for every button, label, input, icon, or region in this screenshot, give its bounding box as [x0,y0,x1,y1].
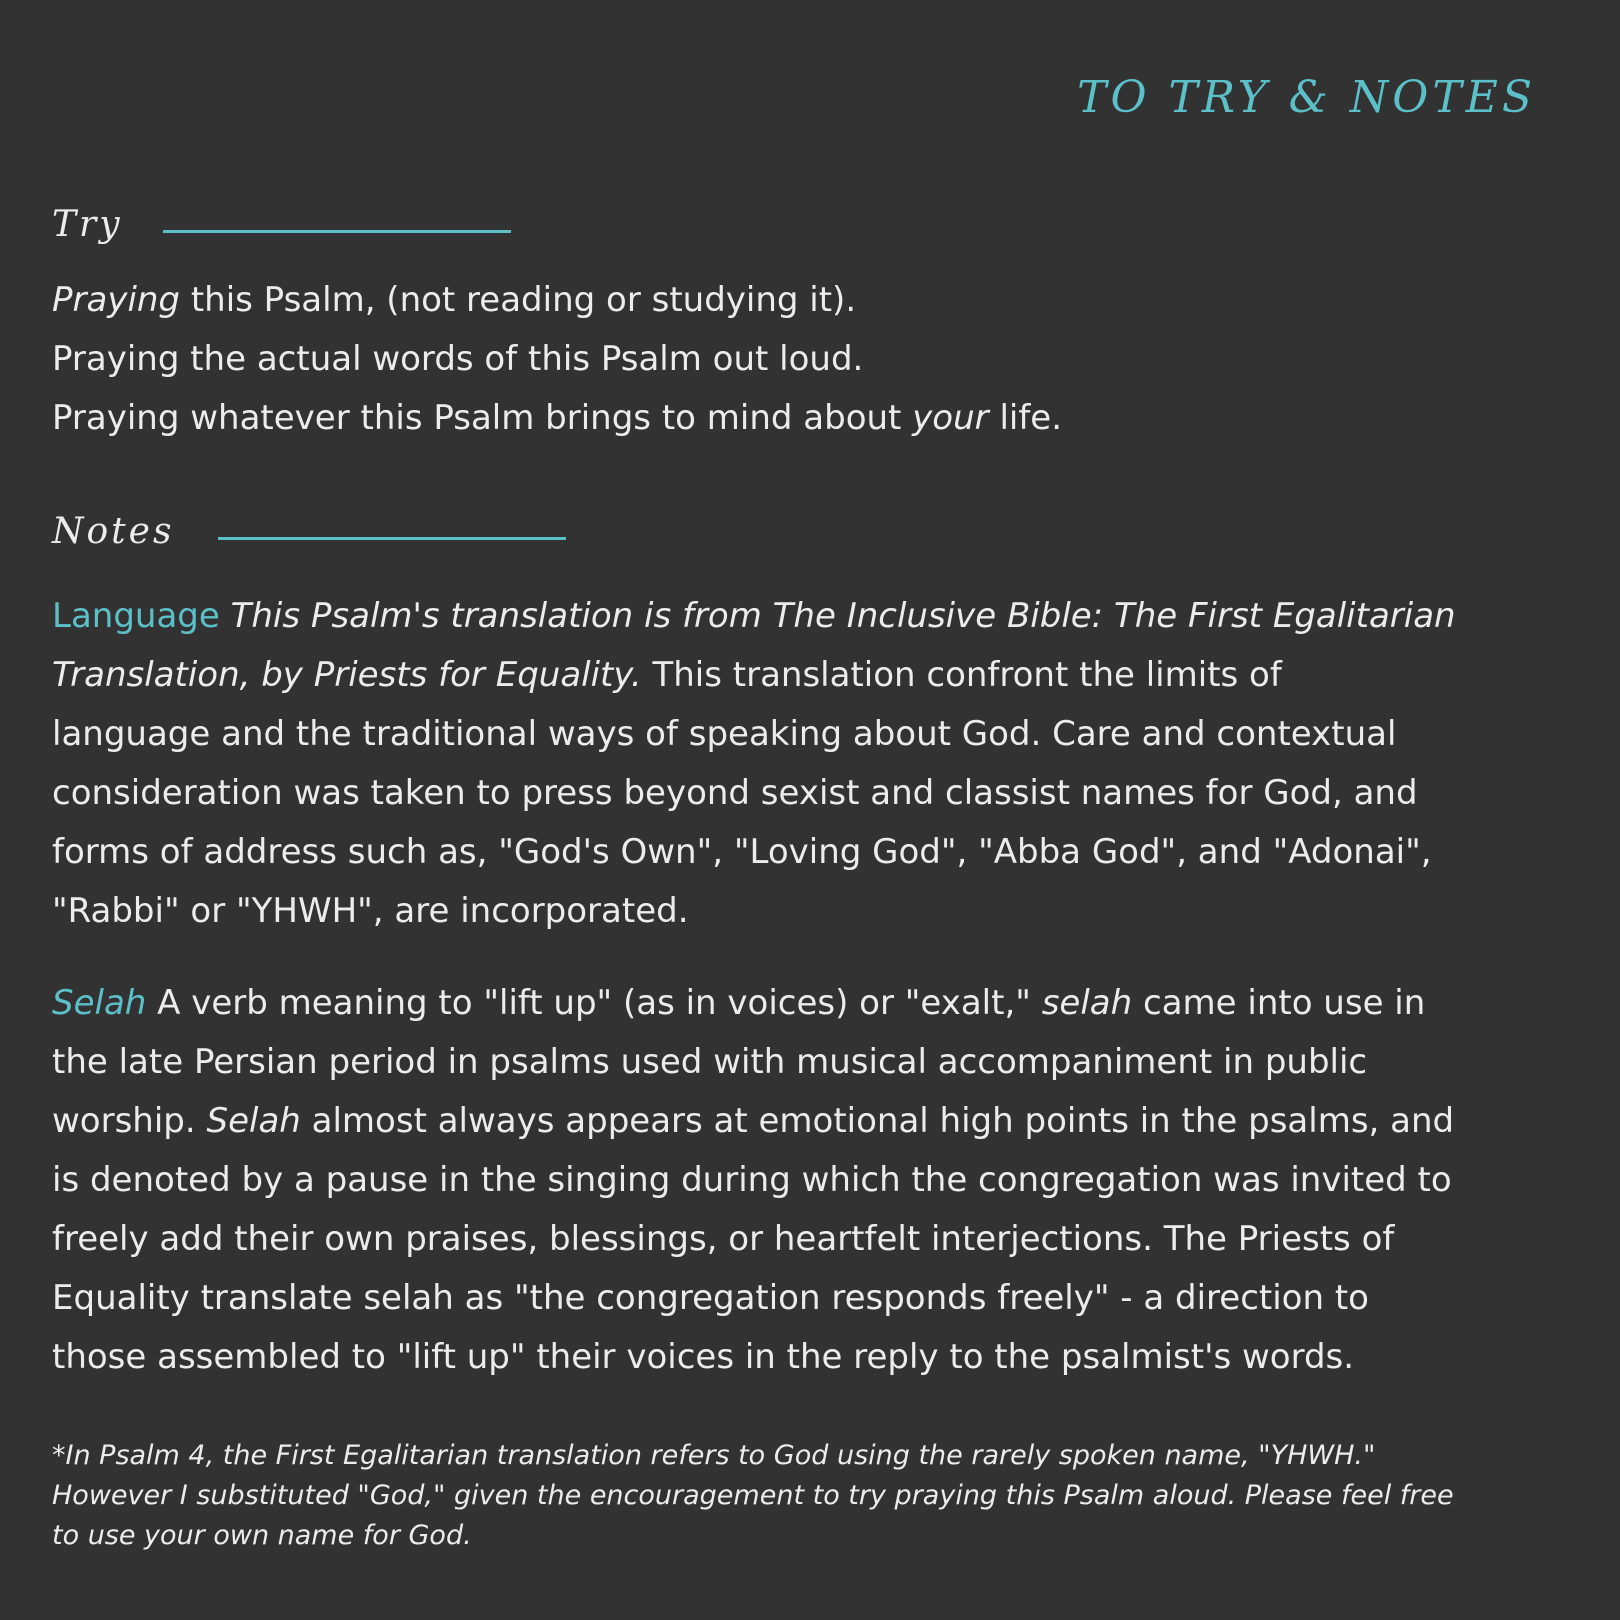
footnote-line-3: to use your own name for God. [52,1520,472,1551]
notes-section-heading [52,511,566,552]
language-note [52,587,1582,941]
selah-line-3-a: worship. [52,1101,207,1141]
selah-note-line-7: those assembled to "lift up" their voices in the reply to the psalmist's words. [52,1337,1355,1377]
language-note-line-2-rest: This translation confront the limits of [641,655,1282,695]
try-heading-label: Try [52,204,123,245]
language-citation-2: Translation, by Priests for Equality. [52,655,642,695]
selah-line-1-emphasis: selah [1041,983,1133,1023]
selah-line-1-a: A verb meaning to "lift up" (as in voices) or "exalt," [146,983,1042,1023]
language-citation-1: This Psalm's translation is from The Inclusive Bible: The First Egalitarian [219,596,1456,636]
notes-heading-rule [218,537,566,540]
try-list [52,271,1582,448]
language-note-line-2 [52,646,1582,705]
try-section-heading [52,204,511,245]
selah-note-line-5: freely add their own praises, blessings, or heartfelt interjections. The Priests of [52,1219,1395,1259]
selah-note-line-2: the late Persian period in psalms used with musical accompaniment in public [52,1042,1368,1082]
try-line-2: Praying the actual words of this Psalm out loud. [52,339,864,379]
language-note-line-1 [52,587,1582,646]
notes-heading-label: Notes [52,511,175,552]
selah-note-line-1 [52,974,1582,1033]
try-line-1-text: this Psalm, (not reading or studying it). [180,280,857,320]
selah-term: Selah [52,983,147,1023]
try-line-3-text-before: Praying whatever this Psalm brings to mind about [52,398,913,438]
language-note-line-3: language and the traditional ways of speaking about God. Care and contextual [52,714,1397,754]
try-line-1-emphasis: Praying [52,280,181,320]
language-note-line-4: consideration was taken to press beyond sexist and classist names for God, and [52,773,1418,813]
selah-line-3-b: almost always appears at emotional high points in the psalms, and [300,1101,1455,1141]
selah-line-3-emphasis: Selah [206,1101,301,1141]
footnote-line-2: However I substituted "God," given the encouragement to try praying this Psalm aloud. Please feel free [52,1480,1454,1511]
language-term: Language [52,596,220,636]
page-title: TO TRY & NOTES [1077,72,1536,123]
language-note-line-6: "Rabbi" or "YHWH", are incorporated. [52,891,689,931]
try-line-3 [52,389,1582,448]
try-line-1 [52,271,1582,330]
selah-line-1-b: came into use in [1132,983,1426,1023]
footnote [52,1436,1572,1556]
selah-note-line-6: Equality translate selah as "the congregation responds freely" - a direction to [52,1278,1369,1318]
footnote-line-1: *In Psalm 4, the First Egalitarian translation refers to God using the rarely spoken name, "YHWH." [52,1440,1376,1471]
language-note-line-5: forms of address such as, "God's Own", "Loving God", "Abba God", and "Adonai", [52,832,1432,872]
selah-note-line-4: is denoted by a pause in the singing during which the congregation was invited to [52,1160,1452,1200]
try-heading-rule [163,230,511,233]
selah-note-line-3 [52,1092,1582,1151]
try-line-3-emphasis: your [912,398,989,438]
selah-note [52,974,1582,1387]
try-line-3-text-after: life. [988,398,1063,438]
